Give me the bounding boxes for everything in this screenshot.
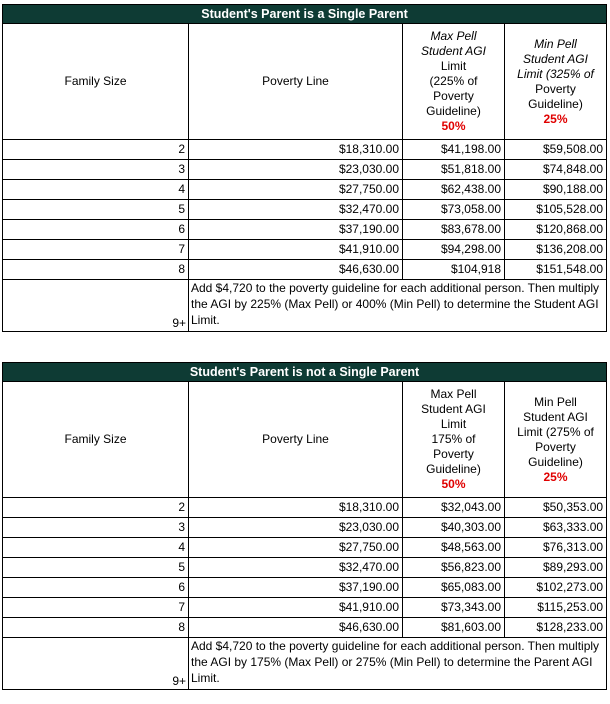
min-pell-cell: $105,528.00 <box>505 200 607 220</box>
family-size-cell: 3 <box>3 160 189 180</box>
table-row <box>3 518 607 538</box>
header-line: Guideline) <box>528 96 583 111</box>
max-pell-cell: $32,043.00 <box>403 498 505 518</box>
header-line: Max Pell <box>430 387 477 401</box>
header-line: 175% of <box>431 432 476 446</box>
min-pell-cell: $120,868.00 <box>505 220 607 240</box>
poverty-line-cell: $23,030.00 <box>189 518 403 538</box>
max-pell-cell: $65,083.00 <box>403 578 505 598</box>
min-pell-header <box>505 24 607 140</box>
max-pell-cell: $62,438.00 <box>403 180 505 200</box>
max-pell-cell: $48,563.00 <box>403 538 505 558</box>
family-size-header: Family Size <box>3 382 189 498</box>
min-pell-cell: $63,333.00 <box>505 518 607 538</box>
min-pell-cell: $151,548.00 <box>505 260 607 280</box>
header-line: Limit <box>440 59 467 73</box>
poverty-line-cell: $37,190.00 <box>189 578 403 598</box>
min-pell-cell: $90,188.00 <box>505 180 607 200</box>
poverty-line-cell: $18,310.00 <box>189 140 403 160</box>
poverty-line-cell: $46,630.00 <box>189 618 403 638</box>
table-row <box>3 260 607 280</box>
min-pell-header <box>505 382 607 498</box>
max-pell-cell: $73,343.00 <box>403 598 505 618</box>
min-pell-percent: 25% <box>543 469 568 484</box>
poverty-line-cell: $41,910.00 <box>189 598 403 618</box>
header-line: Student AGI <box>523 51 588 66</box>
header-line: Guideline) <box>528 454 583 469</box>
header-line: Student AGI <box>523 409 588 424</box>
header-line: Student AGI <box>421 402 486 416</box>
header-line: Limit (325% of <box>517 66 594 81</box>
max-pell-cell: $81,603.00 <box>403 618 505 638</box>
table-row <box>3 240 607 260</box>
header-line: Poverty <box>535 81 576 96</box>
family-size-cell: 9+ <box>3 280 189 332</box>
table-title: Student's Parent is a Single Parent <box>3 5 607 24</box>
family-size-cell: 6 <box>3 220 189 240</box>
poverty-line-cell: $27,750.00 <box>189 538 403 558</box>
max-pell-header <box>403 24 505 140</box>
header-line: Limit <box>440 417 467 431</box>
note-row <box>3 280 607 332</box>
family-size-cell: 4 <box>3 538 189 558</box>
table-row <box>3 220 607 240</box>
max-pell-cell: $104,918 <box>403 260 505 280</box>
max-pell-header <box>403 382 505 498</box>
min-pell-cell: $50,353.00 <box>505 498 607 518</box>
family-size-cell: 2 <box>3 498 189 518</box>
family-size-cell: 8 <box>3 618 189 638</box>
poverty-line-cell: $27,750.00 <box>189 180 403 200</box>
poverty-line-header: Poverty Line <box>189 382 403 498</box>
family-size-cell: 4 <box>3 180 189 200</box>
table-row <box>3 498 607 518</box>
header-line: (225% of <box>429 74 478 88</box>
min-pell-cell: $128,233.00 <box>505 618 607 638</box>
family-size-cell: 3 <box>3 518 189 538</box>
max-pell-cell: $51,818.00 <box>403 160 505 180</box>
table-row <box>3 598 607 618</box>
header-line: Student AGI <box>421 44 486 58</box>
family-size-cell: 9+ <box>3 638 189 690</box>
table-row <box>3 200 607 220</box>
poverty-line-cell: $41,910.00 <box>189 240 403 260</box>
min-pell-cell: $115,253.00 <box>505 598 607 618</box>
poverty-line-cell: $23,030.00 <box>189 160 403 180</box>
poverty-line-cell: $32,470.00 <box>189 558 403 578</box>
table-row <box>3 160 607 180</box>
min-pell-cell: $136,208.00 <box>505 240 607 260</box>
not-single-parent-table <box>2 362 607 690</box>
max-pell-cell: $83,678.00 <box>403 220 505 240</box>
poverty-line-cell: $18,310.00 <box>189 498 403 518</box>
poverty-line-cell: $32,470.00 <box>189 200 403 220</box>
max-pell-cell: $73,058.00 <box>403 200 505 220</box>
max-pell-cell: $56,823.00 <box>403 558 505 578</box>
note-text: Add $4,720 to the poverty guideline for each additional person. Then multiply the AGI by 175% (Max Pell) or 275% (Min Pell) to determine the Parent AGI Limit. <box>189 638 607 690</box>
note-text: Add $4,720 to the poverty guideline for each additional person. Then multiply the AGI by 225% (Max Pell) or 400% (Min Pell) to determine the Student AGI Limit. <box>189 280 607 332</box>
header-line: Max Pell <box>430 29 477 43</box>
max-pell-cell: $40,303.00 <box>403 518 505 538</box>
table-row <box>3 140 607 160</box>
table-row <box>3 578 607 598</box>
header-line: Guideline) <box>426 104 481 118</box>
poverty-line-header: Poverty Line <box>189 24 403 140</box>
table-title: Student's Parent is not a Single Parent <box>3 363 607 382</box>
family-size-header: Family Size <box>3 24 189 140</box>
table-row <box>3 618 607 638</box>
min-pell-cell: $102,273.00 <box>505 578 607 598</box>
family-size-cell: 8 <box>3 260 189 280</box>
max-pell-percent: 50% <box>441 119 466 133</box>
min-pell-cell: $59,508.00 <box>505 140 607 160</box>
header-line: Poverty <box>535 439 576 454</box>
min-pell-percent: 25% <box>543 111 568 126</box>
max-pell-cell: $94,298.00 <box>403 240 505 260</box>
header-line: Poverty <box>433 447 474 461</box>
header-line: Limit (275% of <box>517 424 594 439</box>
family-size-cell: 7 <box>3 240 189 260</box>
family-size-cell: 2 <box>3 140 189 160</box>
max-pell-cell: $41,198.00 <box>403 140 505 160</box>
family-size-cell: 5 <box>3 200 189 220</box>
family-size-cell: 6 <box>3 578 189 598</box>
min-pell-cell: $76,313.00 <box>505 538 607 558</box>
family-size-cell: 7 <box>3 598 189 618</box>
header-line: Min Pell <box>534 394 577 409</box>
table-row <box>3 538 607 558</box>
note-row <box>3 638 607 690</box>
header-line: Min Pell <box>534 36 577 51</box>
poverty-line-cell: $37,190.00 <box>189 220 403 240</box>
min-pell-cell: $89,293.00 <box>505 558 607 578</box>
header-line: Guideline) <box>426 462 481 476</box>
poverty-line-cell: $46,630.00 <box>189 260 403 280</box>
header-line: Poverty <box>433 89 474 103</box>
family-size-cell: 5 <box>3 558 189 578</box>
table-row <box>3 558 607 578</box>
min-pell-cell: $74,848.00 <box>505 160 607 180</box>
table-row <box>3 180 607 200</box>
max-pell-percent: 50% <box>441 477 466 491</box>
single-parent-table <box>2 4 607 332</box>
